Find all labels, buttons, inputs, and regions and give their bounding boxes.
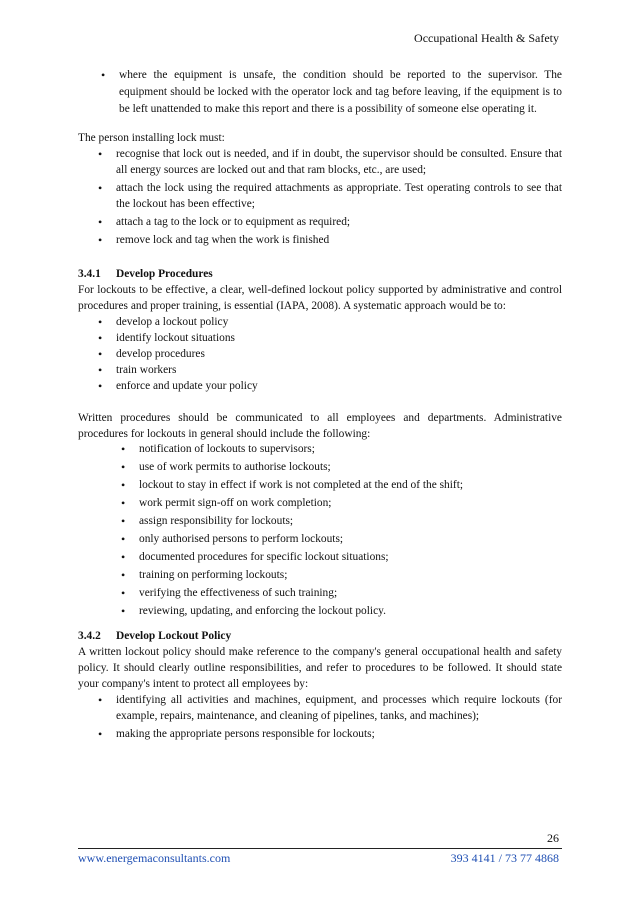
section-3-4-1-paragraph-2: Written procedures should be communicated to all employees and departments. Administrative procedures for lockouts in general should include the following: bbox=[78, 412, 562, 440]
approach-bullet-list bbox=[116, 314, 562, 394]
intro-bullet-list bbox=[119, 67, 562, 118]
list-item: • train workers bbox=[116, 362, 562, 378]
footer-website-link[interactable]: www.energemaconsultants.com bbox=[78, 851, 231, 865]
section-heading-3-4-1 bbox=[78, 266, 562, 282]
list-item: • work permit sign-off on work completion; bbox=[139, 496, 562, 511]
footer-divider bbox=[78, 848, 562, 849]
list-item: • identify lockout situations bbox=[116, 330, 562, 346]
list-item: • develop procedures bbox=[116, 346, 562, 362]
list-item: • recognise that lock out is needed, and if in doubt, the supervisor should be consulted. Ensure that all energy sources are locked out and that ram blocks, etc., are used; bbox=[116, 146, 562, 178]
admin-procedures-bullet-list bbox=[139, 442, 562, 619]
page-body bbox=[78, 67, 562, 744]
section-title: Develop Procedures bbox=[116, 268, 213, 280]
section-number: 3.4.1 bbox=[78, 268, 101, 280]
footer-phone: 393 4141 / 73 77 4868 bbox=[450, 851, 559, 865]
list-item: • training on performing lockouts; bbox=[139, 568, 562, 583]
list-item: • making the appropriate persons responsible for lockouts; bbox=[116, 726, 562, 742]
list-item: • identifying all activities and machines, equipment, and processes which require lockouts (for example, repairs, maintenance, and cleaning of pipelines, tanks, and machines); bbox=[116, 692, 562, 724]
list-item: • reviewing, updating, and enforcing the lockout policy. bbox=[139, 604, 562, 619]
list-item: • develop a lockout policy bbox=[116, 314, 562, 330]
list-item: • where the equipment is unsafe, the condition should be reported to the supervisor. The equipment should be locked with the operator lock and tag before leaving, if the equipment is to be left unattended to make this report and there is a possibility of someone else operating it. bbox=[119, 67, 562, 118]
page-header-title: Occupational Health & Safety bbox=[414, 31, 559, 45]
list-item: • remove lock and tag when the work is finished bbox=[116, 232, 562, 248]
list-item: • use of work permits to authorise lockouts; bbox=[139, 460, 562, 475]
list-item: • lockout to stay in effect if work is not completed at the end of the shift; bbox=[139, 478, 562, 493]
list-item: • assign responsibility for lockouts; bbox=[139, 514, 562, 529]
section-3-4-2-paragraph: A written lockout policy should make reference to the company's general occupational health and safety policy. It should clearly outline responsibilities, and refer to procedures to be followed. It should state your company's intent to protect all employees by: bbox=[78, 646, 562, 690]
section-3-4-1-paragraph: For lockouts to be effective, a clear, well-defined lockout policy supported by administrative and control procedures and proper training, is essential (IAPA, 2008). A systematic approach would be to: bbox=[78, 284, 562, 312]
installer-lead: The person installing lock must: bbox=[78, 132, 225, 144]
list-item: • verifying the effectiveness of such training; bbox=[139, 586, 562, 601]
section-title: Develop Lockout Policy bbox=[116, 630, 232, 642]
list-item: • only authorised persons to perform lockouts; bbox=[139, 532, 562, 547]
page-number: 26 bbox=[547, 831, 559, 845]
list-item: • attach a tag to the lock or to equipment as required; bbox=[116, 214, 562, 230]
list-item: • enforce and update your policy bbox=[116, 378, 562, 394]
section-number: 3.4.2 bbox=[78, 630, 101, 642]
list-item: • documented procedures for specific lockout situations; bbox=[139, 550, 562, 565]
list-item: • notification of lockouts to supervisors; bbox=[139, 442, 562, 457]
installer-bullet-list bbox=[116, 146, 562, 248]
policy-bullet-list bbox=[116, 692, 562, 742]
section-heading-3-4-2 bbox=[78, 628, 562, 644]
list-item: • attach the lock using the required attachments as appropriate. Test operating controls to see that the lockout has been effective; bbox=[116, 180, 562, 212]
